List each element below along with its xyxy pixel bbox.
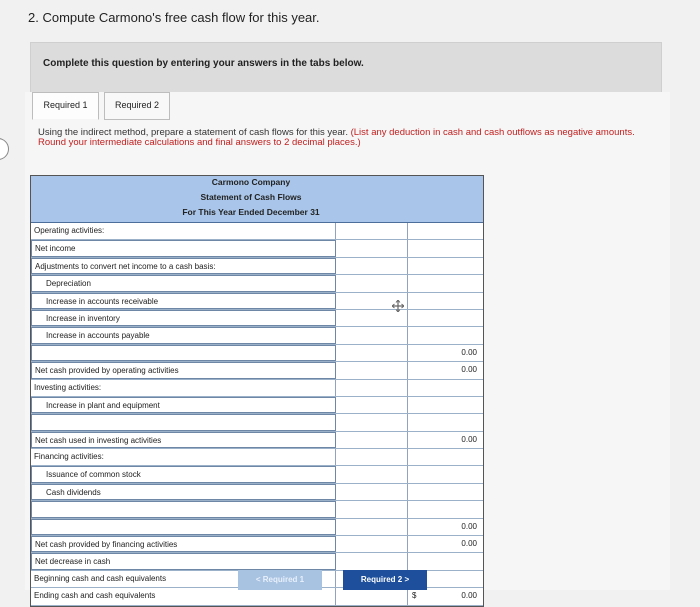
directions [38, 128, 658, 148]
total-cell[interactable] [408, 380, 483, 396]
total-cell[interactable] [408, 397, 483, 413]
move-cursor-icon [392, 300, 404, 312]
amount-input[interactable] [336, 345, 408, 361]
row-label: Beginning cash and cash equivalents [31, 571, 336, 587]
amount-input[interactable] [336, 414, 408, 430]
total-cell[interactable] [408, 536, 483, 552]
total-cell[interactable] [408, 362, 483, 378]
directions-note: (List any deduction in cash and cash outflows as negative amounts. Round your intermediate calculations and final answers to 2 decimal places.) [38, 127, 635, 148]
row-label-input[interactable]: Increase in plant and equipment [31, 397, 336, 413]
amount-input[interactable] [336, 240, 408, 256]
statement-period: For This Year Ended December 31 [182, 207, 320, 217]
cash-flow-statement [30, 175, 484, 607]
row-label-input[interactable]: Net cash used in investing activities [31, 432, 336, 448]
company-name: Carmono Company [211, 177, 291, 187]
statement-row [31, 362, 483, 379]
statement-row [31, 240, 483, 257]
total-cell[interactable] [408, 484, 483, 500]
statement-row [31, 501, 483, 518]
amount-input[interactable] [336, 484, 408, 500]
total-value: 0.00 [461, 539, 477, 549]
row-label-input[interactable]: Issuance of common stock [31, 466, 336, 482]
row-label-input[interactable]: Net income [31, 240, 336, 256]
tab-required-1[interactable]: Required 1 [32, 92, 99, 120]
dollar-sign: $ [412, 591, 417, 601]
prev-tab-button[interactable]: < Required 1 [238, 570, 322, 590]
statement-row [31, 519, 483, 536]
amount-input[interactable] [336, 397, 408, 413]
row-label-input[interactable]: Depreciation [31, 275, 336, 291]
amount-input[interactable] [336, 588, 408, 604]
total-cell[interactable] [408, 588, 483, 604]
statement-row [31, 466, 483, 483]
total-cell[interactable] [408, 519, 483, 535]
statement-row [31, 310, 483, 327]
total-cell[interactable] [408, 223, 483, 239]
side-handle-icon[interactable] [0, 138, 9, 160]
row-label-input[interactable]: Increase in inventory [31, 310, 336, 326]
amount-input[interactable] [336, 501, 408, 517]
row-label: Financing activities: [31, 449, 336, 465]
next-tab-button[interactable]: Required 2 > [343, 570, 427, 590]
amount-input[interactable] [336, 223, 408, 239]
statement-header [31, 176, 483, 223]
total-cell[interactable] [408, 466, 483, 482]
total-cell[interactable] [408, 240, 483, 256]
row-label-input[interactable] [31, 519, 336, 535]
total-value: 0.00 [461, 434, 477, 444]
row-label: Operating activities: [31, 223, 336, 239]
total-cell[interactable] [408, 414, 483, 430]
amount-input[interactable] [336, 553, 408, 569]
row-label-input[interactable] [31, 345, 336, 361]
row-label-input[interactable]: Net cash provided by financing activities [31, 536, 336, 552]
instruction-text: Complete this question by entering your answers in the tabs below. [43, 58, 364, 69]
statement-row [31, 484, 483, 501]
statement-row [31, 449, 483, 466]
statement-row [31, 536, 483, 553]
total-cell[interactable] [408, 501, 483, 517]
row-label-input[interactable]: Net decrease in cash [31, 553, 336, 569]
statement-row [31, 553, 483, 570]
directions-text: Using the indirect method, prepare a statement of cash flows for this year. [38, 127, 351, 138]
amount-input[interactable] [336, 519, 408, 535]
statement-row [31, 345, 483, 362]
question-title: 2. Compute Carmono's free cash flow for this year. [28, 10, 320, 25]
total-cell[interactable] [408, 275, 483, 291]
instruction-banner [30, 42, 662, 94]
statement-name: Statement of Cash Flows [200, 192, 302, 202]
row-label-input[interactable]: Cash dividends [31, 484, 336, 500]
total-cell[interactable] [408, 258, 483, 274]
row-label-input[interactable]: Increase in accounts payable [31, 327, 336, 343]
amount-input[interactable] [336, 275, 408, 291]
total-cell[interactable] [408, 310, 483, 326]
statement-row [31, 432, 483, 449]
statement-row [31, 414, 483, 431]
total-cell[interactable] [408, 345, 483, 361]
amount-input[interactable] [336, 449, 408, 465]
statement-row [31, 588, 483, 605]
statement-row [31, 380, 483, 397]
row-label-input[interactable] [31, 501, 336, 517]
row-label-input[interactable]: Increase in accounts receivable [31, 293, 336, 309]
row-label-input[interactable]: Net cash provided by operating activities [31, 362, 336, 378]
statement-row [31, 327, 483, 344]
amount-input[interactable] [336, 466, 408, 482]
amount-input[interactable] [336, 258, 408, 274]
row-label: Investing activities: [31, 380, 336, 396]
row-label-input[interactable] [31, 414, 336, 430]
total-value: 0.00 [461, 521, 477, 531]
amount-input[interactable] [336, 536, 408, 552]
row-label: Ending cash and cash equivalents [31, 588, 336, 604]
amount-input[interactable] [336, 310, 408, 326]
statement-row [31, 293, 483, 310]
statement-rows [31, 223, 483, 606]
statement-row [31, 397, 483, 414]
amount-input[interactable] [336, 362, 408, 378]
statement-row [31, 223, 483, 240]
total-cell[interactable] [408, 553, 483, 569]
amount-input[interactable] [336, 327, 408, 343]
amount-input[interactable] [336, 432, 408, 448]
tab-required-2[interactable]: Required 2 [104, 92, 170, 120]
total-value: 0.00 [461, 591, 477, 601]
total-cell[interactable] [408, 327, 483, 343]
amount-input[interactable] [336, 380, 408, 396]
row-label-input[interactable]: Adjustments to convert net income to a cash basis: [31, 258, 336, 274]
statement-row [31, 258, 483, 275]
total-cell[interactable] [408, 293, 483, 309]
statement-row [31, 275, 483, 292]
total-cell[interactable] [408, 432, 483, 448]
total-cell[interactable] [408, 449, 483, 465]
total-value: 0.00 [461, 365, 477, 375]
total-value: 0.00 [461, 347, 477, 357]
